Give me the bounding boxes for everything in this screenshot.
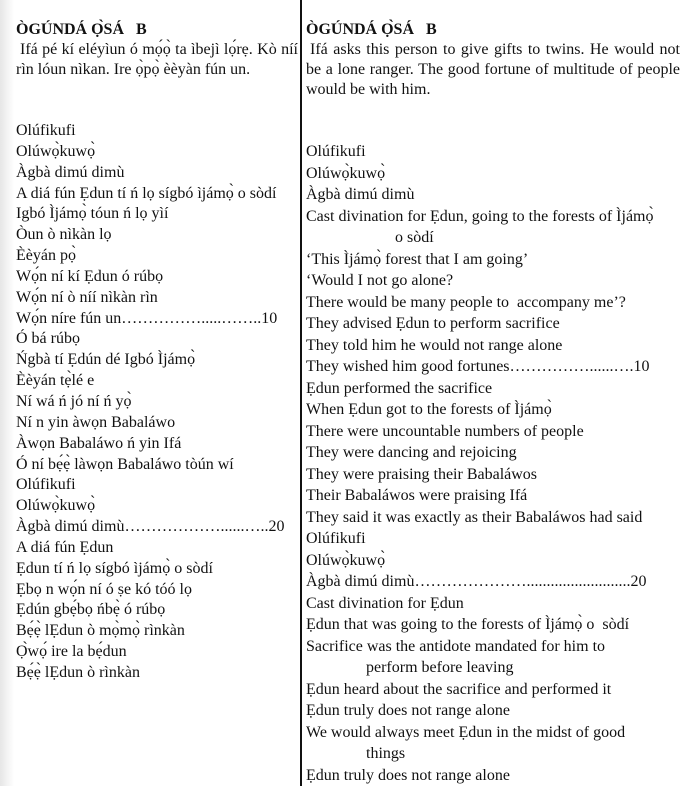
verse-line: Ní n yin àwọn Babaláwo (16, 413, 176, 431)
english-column (306, 19, 680, 786)
verse-line: Ní wá ń jó ní ń yọ̀ (16, 392, 132, 410)
verse-line: Olúfikufi (16, 476, 76, 494)
verse-line: Bẹ́ẹ̀ lẸdun ò mọ̀mọ̀ rìnkàn (16, 622, 185, 640)
column-divider (300, 0, 302, 786)
yoruba-title: ÒGÚNDÁ Ọ̀SÁ B (16, 21, 147, 38)
page-edge-shadow (0, 0, 14, 786)
verse-line: Ẹdun heard about the sacrifice and performed it (306, 680, 612, 698)
verse-line: We would always meet Ẹdun in the midst of good (306, 723, 626, 741)
verse-line: Olúfikufi (306, 143, 366, 160)
verse-line: Ẹdún gbẹ́bọ ńbẹ̀ ó rúbọ (16, 601, 166, 619)
verse-line: They were dancing and rejoicing (306, 444, 517, 461)
verse-line: Olúwọ̀kuwọ̀ (16, 142, 96, 160)
verse-line: There were uncountable numbers of people (306, 422, 584, 440)
verse-line: Ẹdun truly does not range alone (306, 702, 510, 719)
verse-line: Ńgbà tí Ẹdún dé Igbó Ìjámọ̀ (16, 351, 196, 369)
verse-line: Àgbà dimú dimù (306, 186, 415, 203)
verse-line: Bẹ́ẹ̀ lẸdun ò rìnkàn (16, 663, 140, 681)
verse-line: They advised Ẹdun to perform sacrifice (306, 315, 560, 332)
verse-line: Olúwọ̀kuwọ̀ (306, 551, 386, 569)
verse-line: ‘This Ìjámọ̀ forest that I am going’ (306, 250, 529, 268)
verse-line: Olúfikufi (306, 530, 366, 547)
verse-line: Igbó Ìjámọ̀ tóun ń lọ yìí (16, 205, 169, 223)
verse-line: Ó bá rúbọ (16, 330, 80, 348)
english-intro: Ifá asks this person to give gifts to twins. He would not be a lone ranger. The good fortune of multitude of people would be with him. (306, 41, 680, 98)
verse-line: Olúfikufi (16, 122, 76, 139)
verse-line: Sacrifice was the antidote mandated for him to (306, 637, 606, 655)
english-verses (306, 141, 680, 786)
verse-line: Èèyán pọ̀ (16, 247, 76, 265)
english-title: ÒGÚNDÁ Ọ̀SÁ B (306, 21, 437, 38)
verse-line: Olúwọ̀kuwọ̀ (306, 164, 386, 182)
yoruba-verses (16, 121, 298, 684)
verse-line: Ẹbọ n wọ́n ní ó ṣe kó tóó lọ (16, 580, 192, 598)
verse-line: They said it was exactly as their Babaláwos had said (306, 508, 643, 526)
verse-line: Ọ̀wọ́ ire la bẹ́dun (16, 643, 127, 661)
verse-line: Cast divination for Ẹdun, going to the forests of Ìjámọ̀ (306, 207, 654, 225)
verse-line: Cast divination for Ẹdun (306, 594, 464, 612)
verse-line: Wọ́n ní ò níí nìkàn rìn (16, 288, 158, 306)
verse-line: They were praising their Babaláwos (306, 465, 538, 483)
yoruba-column (16, 19, 298, 684)
verse-line: Òun ò nìkàn lọ (16, 226, 112, 244)
verse-line: Ẹdun that was going to the forests of Ìjámọ̀ o sòdí (306, 616, 630, 633)
verse-line: Ó ní bẹ́ẹ̀ làwọn Babaláwo tòún wí (16, 455, 234, 473)
verse-line: Wọ́n ní kí Ẹdun ó rúbọ (16, 267, 164, 285)
verse-line: Ẹdun truly does not range alone (306, 766, 510, 784)
verse-line: Ẹdun tí ń lọ sígbó ìjámọ̀ o sòdí (16, 559, 213, 577)
verse-line: Àgbà dimú dimù (16, 163, 125, 181)
verse-line: Their Babaláwos were praising Ifá (306, 487, 528, 504)
verse-line: There would be many people to accompany me’? (306, 293, 626, 311)
verse-line: When Ẹdun got to the forests of Ìjámọ̀ (306, 401, 552, 418)
verse-line: perform before leaving (366, 659, 514, 676)
yoruba-intro: Ifá pé kí eléyìun ó mọ́ọ̀ ta ìbejì lọ́rẹ. Kò níí rìn lóun nìkan. Ire ọ̀pọ̀ èèyàn fún un. (16, 41, 298, 78)
verse-line: A diá fún Ẹdun (16, 538, 114, 556)
verse-line: ‘Would I not go alone? (306, 272, 454, 289)
verse-line: Ẹdun performed the sacrifice (306, 379, 493, 397)
verse-line: Olúwọ̀kuwọ̀ (16, 497, 96, 515)
verse-line: Àwọn Babaláwo ń yin Ifá (16, 434, 182, 452)
verse-line: o sòdí (395, 229, 434, 246)
verse-line: Àgbà dimú dimù…………………..........................20 (306, 573, 647, 590)
verse-line: Wọ́n níre fún un…………….....……..10 (16, 309, 278, 327)
verse-line: Àgbà dimú dimù………………......…..20 (16, 518, 285, 536)
verse-line: They wished him good fortunes……………......….10 (306, 358, 650, 375)
verse-line: A diá fún Ẹdun tí ń lọ sígbó ìjámọ̀ o sòdí (16, 184, 277, 202)
verse-line: They told him he would not range alone (306, 336, 563, 354)
verse-line: Èèyán tẹ̀lé e (16, 372, 95, 390)
verse-line: things (366, 745, 406, 762)
